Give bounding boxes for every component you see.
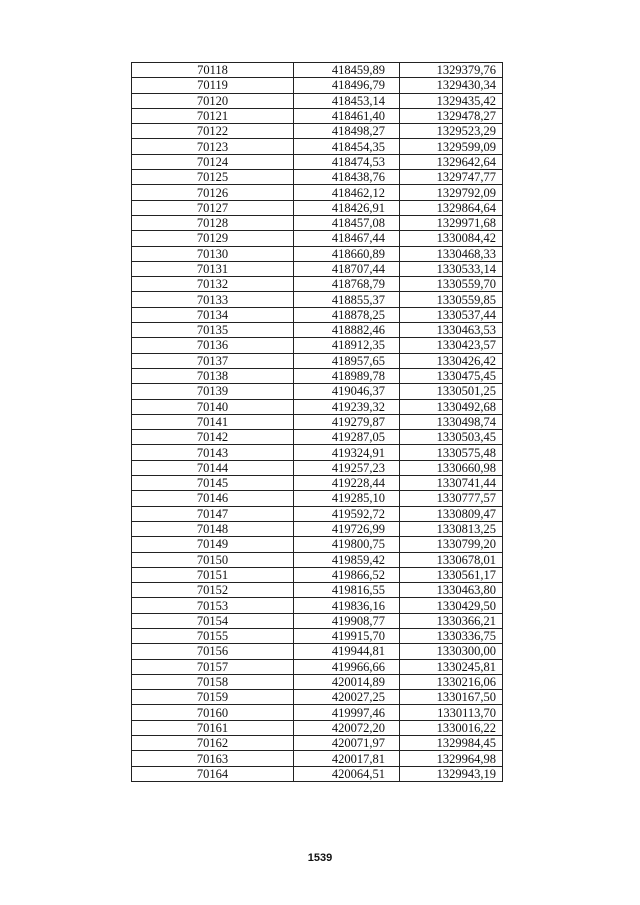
x-coordinate-cell: 419228,44: [294, 476, 400, 491]
point-id-cell: 70126: [132, 185, 294, 200]
table-row: [132, 261, 503, 276]
point-id-cell: 70119: [132, 78, 294, 93]
table-row: [132, 200, 503, 215]
x-coordinate-cell: 420027,25: [294, 690, 400, 705]
point-id-cell: 70155: [132, 628, 294, 643]
point-id-cell: 70160: [132, 705, 294, 720]
x-coordinate-cell: 418426,91: [294, 200, 400, 215]
x-coordinate-cell: 418957,65: [294, 353, 400, 368]
point-id-cell: 70122: [132, 124, 294, 139]
table-row: [132, 583, 503, 598]
x-coordinate-cell: 418878,25: [294, 307, 400, 322]
table-row: [132, 766, 503, 781]
point-id-cell: 70158: [132, 674, 294, 689]
table-row: [132, 323, 503, 338]
point-id-cell: 70149: [132, 537, 294, 552]
y-coordinate-cell: 1330423,57: [400, 338, 503, 353]
table-row: [132, 460, 503, 475]
table-row: [132, 705, 503, 720]
table-row: [132, 307, 503, 322]
point-id-cell: 70162: [132, 736, 294, 751]
table-row: [132, 338, 503, 353]
point-id-cell: 70118: [132, 63, 294, 78]
y-coordinate-cell: 1330559,70: [400, 277, 503, 292]
y-coordinate-cell: 1330813,25: [400, 521, 503, 536]
y-coordinate-cell: 1330492,68: [400, 399, 503, 414]
y-coordinate-cell: 1329792,09: [400, 185, 503, 200]
x-coordinate-cell: 420071,97: [294, 736, 400, 751]
point-id-cell: 70142: [132, 430, 294, 445]
table-row: [132, 751, 503, 766]
y-coordinate-cell: 1330537,44: [400, 307, 503, 322]
y-coordinate-cell: 1329943,19: [400, 766, 503, 781]
point-id-cell: 70130: [132, 246, 294, 261]
x-coordinate-cell: 419908,77: [294, 613, 400, 628]
x-coordinate-cell: 419836,16: [294, 598, 400, 613]
x-coordinate-cell: 418474,53: [294, 154, 400, 169]
x-coordinate-cell: 419287,05: [294, 430, 400, 445]
y-coordinate-cell: 1330561,17: [400, 567, 503, 582]
point-id-cell: 70137: [132, 353, 294, 368]
x-coordinate-cell: 419944,81: [294, 644, 400, 659]
point-id-cell: 70144: [132, 460, 294, 475]
x-coordinate-cell: 418454,35: [294, 139, 400, 154]
table-row: [132, 476, 503, 491]
table-row: [132, 353, 503, 368]
y-coordinate-cell: 1330660,98: [400, 460, 503, 475]
x-coordinate-cell: 418855,37: [294, 292, 400, 307]
y-coordinate-cell: 1330559,85: [400, 292, 503, 307]
point-id-cell: 70161: [132, 720, 294, 735]
y-coordinate-cell: 1329478,27: [400, 108, 503, 123]
point-id-cell: 70151: [132, 567, 294, 582]
x-coordinate-cell: 418768,79: [294, 277, 400, 292]
table-row: [132, 170, 503, 185]
x-coordinate-cell: 418438,76: [294, 170, 400, 185]
point-id-cell: 70127: [132, 200, 294, 215]
table-row: [132, 399, 503, 414]
x-coordinate-cell: 418912,35: [294, 338, 400, 353]
point-id-cell: 70125: [132, 170, 294, 185]
table-row: [132, 506, 503, 521]
x-coordinate-cell: 419279,87: [294, 414, 400, 429]
point-id-cell: 70145: [132, 476, 294, 491]
x-coordinate-cell: 418707,44: [294, 261, 400, 276]
point-id-cell: 70131: [132, 261, 294, 276]
x-coordinate-cell: 418467,44: [294, 231, 400, 246]
y-coordinate-cell: 1330084,42: [400, 231, 503, 246]
x-coordinate-cell: 418660,89: [294, 246, 400, 261]
point-id-cell: 70121: [132, 108, 294, 123]
point-id-cell: 70129: [132, 231, 294, 246]
table-row: [132, 78, 503, 93]
y-coordinate-cell: 1330503,45: [400, 430, 503, 445]
point-id-cell: 70120: [132, 93, 294, 108]
x-coordinate-cell: 418496,79: [294, 78, 400, 93]
y-coordinate-cell: 1330468,33: [400, 246, 503, 261]
table-row: [132, 567, 503, 582]
y-coordinate-cell: 1330777,57: [400, 491, 503, 506]
x-coordinate-cell: 419726,99: [294, 521, 400, 536]
point-id-cell: 70140: [132, 399, 294, 414]
y-coordinate-cell: 1330501,25: [400, 384, 503, 399]
table-row: [132, 537, 503, 552]
x-coordinate-cell: 419915,70: [294, 628, 400, 643]
x-coordinate-cell: 419866,52: [294, 567, 400, 582]
table-body: [132, 63, 503, 782]
point-id-cell: 70132: [132, 277, 294, 292]
point-id-cell: 70138: [132, 368, 294, 383]
table-row: [132, 644, 503, 659]
table-row: [132, 231, 503, 246]
y-coordinate-cell: 1330016,22: [400, 720, 503, 735]
x-coordinate-cell: 418459,89: [294, 63, 400, 78]
y-coordinate-cell: 1330741,44: [400, 476, 503, 491]
table-row: [132, 63, 503, 78]
x-coordinate-cell: 419257,23: [294, 460, 400, 475]
x-coordinate-cell: 419859,42: [294, 552, 400, 567]
x-coordinate-cell: 420072,20: [294, 720, 400, 735]
table-row: [132, 628, 503, 643]
page-number: 1539: [307, 852, 333, 864]
point-id-cell: 70154: [132, 613, 294, 628]
table-row: [132, 690, 503, 705]
table-row: [132, 139, 503, 154]
point-id-cell: 70156: [132, 644, 294, 659]
x-coordinate-cell: 419285,10: [294, 491, 400, 506]
point-id-cell: 70139: [132, 384, 294, 399]
table-row: [132, 552, 503, 567]
table-row: [132, 613, 503, 628]
y-coordinate-cell: 1329435,42: [400, 93, 503, 108]
coordinates-table: [131, 62, 503, 782]
x-coordinate-cell: 418989,78: [294, 368, 400, 383]
y-coordinate-cell: 1330426,42: [400, 353, 503, 368]
point-id-cell: 70152: [132, 583, 294, 598]
y-coordinate-cell: 1330678,01: [400, 552, 503, 567]
table-row: [132, 736, 503, 751]
y-coordinate-cell: 1330799,20: [400, 537, 503, 552]
y-coordinate-cell: 1330463,53: [400, 323, 503, 338]
point-id-cell: 70159: [132, 690, 294, 705]
y-coordinate-cell: 1330167,50: [400, 690, 503, 705]
x-coordinate-cell: 419816,55: [294, 583, 400, 598]
x-coordinate-cell: 419046,37: [294, 384, 400, 399]
y-coordinate-cell: 1330533,14: [400, 261, 503, 276]
point-id-cell: 70153: [132, 598, 294, 613]
point-id-cell: 70141: [132, 414, 294, 429]
point-id-cell: 70146: [132, 491, 294, 506]
y-coordinate-cell: 1329523,29: [400, 124, 503, 139]
y-coordinate-cell: 1330498,74: [400, 414, 503, 429]
y-coordinate-cell: 1329599,09: [400, 139, 503, 154]
y-coordinate-cell: 1330429,50: [400, 598, 503, 613]
table-row: [132, 674, 503, 689]
point-id-cell: 70147: [132, 506, 294, 521]
x-coordinate-cell: 419324,91: [294, 445, 400, 460]
y-coordinate-cell: 1329971,68: [400, 215, 503, 230]
x-coordinate-cell: 418882,46: [294, 323, 400, 338]
y-coordinate-cell: 1329864,64: [400, 200, 503, 215]
table-row: [132, 720, 503, 735]
x-coordinate-cell: 418461,40: [294, 108, 400, 123]
x-coordinate-cell: 419800,75: [294, 537, 400, 552]
y-coordinate-cell: 1330113,70: [400, 705, 503, 720]
x-coordinate-cell: 418453,14: [294, 93, 400, 108]
point-id-cell: 70163: [132, 751, 294, 766]
point-id-cell: 70123: [132, 139, 294, 154]
table-row: [132, 215, 503, 230]
table-row: [132, 93, 503, 108]
point-id-cell: 70148: [132, 521, 294, 536]
x-coordinate-cell: 418457,08: [294, 215, 400, 230]
point-id-cell: 70124: [132, 154, 294, 169]
y-coordinate-cell: 1330245,81: [400, 659, 503, 674]
table-row: [132, 154, 503, 169]
table-row: [132, 384, 503, 399]
table-row: [132, 491, 503, 506]
y-coordinate-cell: 1329642,64: [400, 154, 503, 169]
y-coordinate-cell: 1330475,45: [400, 368, 503, 383]
point-id-cell: 70136: [132, 338, 294, 353]
point-id-cell: 70135: [132, 323, 294, 338]
table-row: [132, 521, 503, 536]
x-coordinate-cell: 420014,89: [294, 674, 400, 689]
y-coordinate-cell: 1329964,98: [400, 751, 503, 766]
x-coordinate-cell: 418498,27: [294, 124, 400, 139]
y-coordinate-cell: 1330575,48: [400, 445, 503, 460]
y-coordinate-cell: 1329747,77: [400, 170, 503, 185]
table-row: [132, 277, 503, 292]
x-coordinate-cell: 419966,66: [294, 659, 400, 674]
table-row: [132, 445, 503, 460]
table-row: [132, 598, 503, 613]
y-coordinate-cell: 1329430,34: [400, 78, 503, 93]
table-row: [132, 124, 503, 139]
x-coordinate-cell: 418462,12: [294, 185, 400, 200]
y-coordinate-cell: 1330366,21: [400, 613, 503, 628]
table-row: [132, 414, 503, 429]
x-coordinate-cell: 419592,72: [294, 506, 400, 521]
point-id-cell: 70157: [132, 659, 294, 674]
x-coordinate-cell: 419239,32: [294, 399, 400, 414]
table-row: [132, 185, 503, 200]
y-coordinate-cell: 1330809,47: [400, 506, 503, 521]
x-coordinate-cell: 419997,46: [294, 705, 400, 720]
y-coordinate-cell: 1330463,80: [400, 583, 503, 598]
x-coordinate-cell: 420064,51: [294, 766, 400, 781]
table-row: [132, 430, 503, 445]
point-id-cell: 70128: [132, 215, 294, 230]
point-id-cell: 70164: [132, 766, 294, 781]
table-row: [132, 246, 503, 261]
point-id-cell: 70143: [132, 445, 294, 460]
table-row: [132, 368, 503, 383]
y-coordinate-cell: 1330216,06: [400, 674, 503, 689]
x-coordinate-cell: 420017,81: [294, 751, 400, 766]
point-id-cell: 70150: [132, 552, 294, 567]
table-row: [132, 659, 503, 674]
point-id-cell: 70134: [132, 307, 294, 322]
y-coordinate-cell: 1329379,76: [400, 63, 503, 78]
point-id-cell: 70133: [132, 292, 294, 307]
y-coordinate-cell: 1330336,75: [400, 628, 503, 643]
table-row: [132, 108, 503, 123]
y-coordinate-cell: 1329984,45: [400, 736, 503, 751]
table-row: [132, 292, 503, 307]
y-coordinate-cell: 1330300,00: [400, 644, 503, 659]
